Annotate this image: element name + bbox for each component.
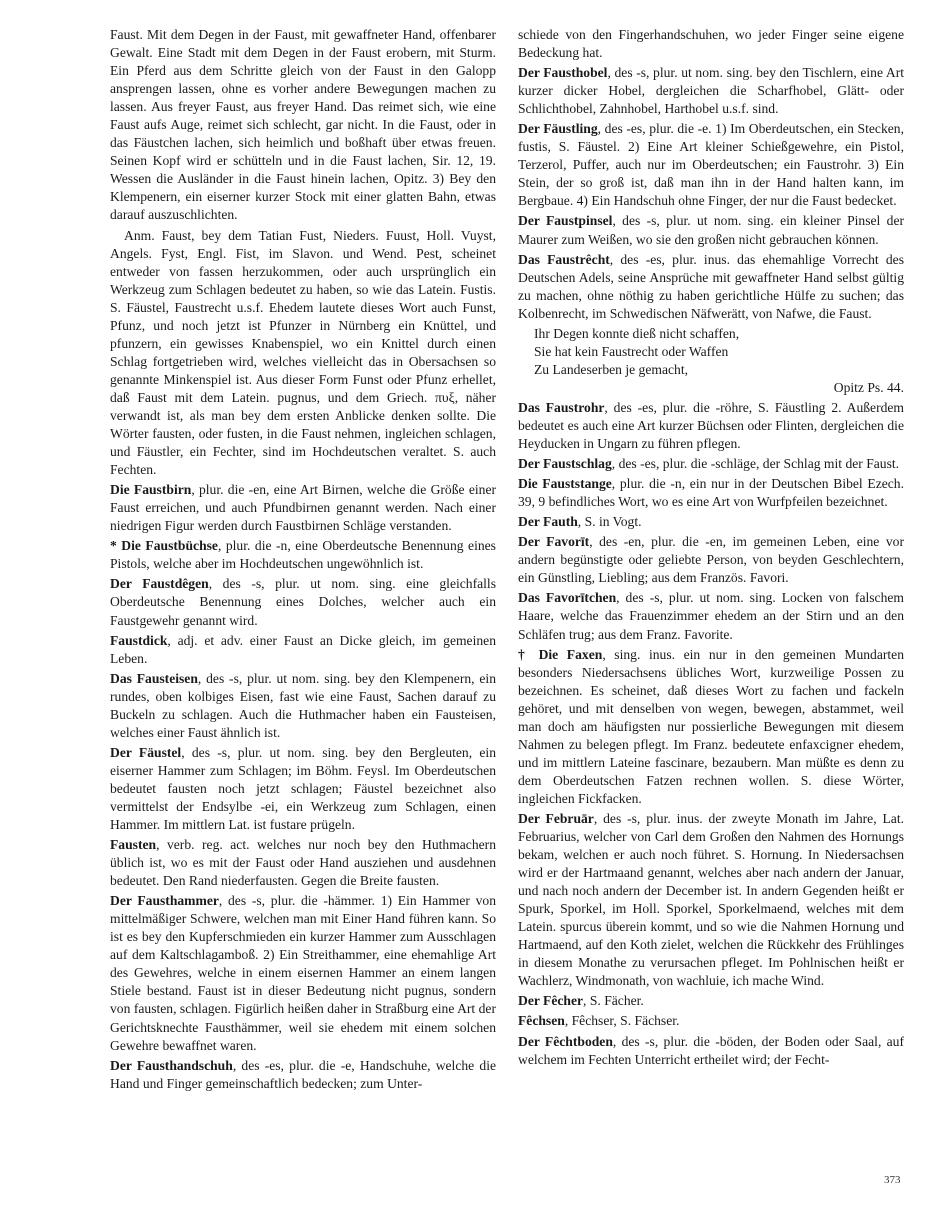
definition: , S. Fächer. [583, 993, 644, 1009]
definition: , des -s, plur. ut nom. sing. bey den Bergleuten, ein eiserner Hammer zum Schlagen; im Böhm. Feysl. Im Oberdeutschen bedeutet fausten noch jetzt schlagen; Fäustel bezeichnet also vermittelst der Endsylbe -ei, ein Werkzeug zum Schlagen, einen Hammer. Im mittlern Lat. ist fustare prügeln. [110, 744, 496, 833]
definition: , des -en, plur. die -en, im gemeinen Leben, eine vor andern begünstigte oder geliebte Person, von beyden Geschlechtern, ein Günstling, Liebling; aus dem Französ. Favori. [518, 534, 904, 586]
definition: , des -es, plur. die -e, Handschuhe, welche die Hand und Finger gemeinschaftlich bedecken; zum Unter- [110, 1057, 496, 1091]
headword: Der Favorīt [518, 534, 590, 550]
entry-fauth [518, 513, 904, 531]
definition: , des -es, plur. die -e. 1) Im Oberdeutschen, ein Stecken, fustis, S. Fäustel. 2) Eine Art kleiner Schießgewehre, ein Pistol, Terzerol, Puffer, auch nur im Oberdeutschen; ein Faustrohr. 3) Ein Stein, der so groß ist, daß man ihn in der Hand halten kann, im Bergbaue. 4) Ein Handschuh ohne Finger, der nur die Faust bedecket. [518, 121, 904, 209]
entry-fausten [110, 836, 496, 890]
page-number: 373 [884, 1174, 901, 1186]
entry-anm-faust: Anm. Faust, bey dem Tatian Fust, Nieders. Fuust, Holl. Vuyst, Angels. Fyst, Engl. Fist, im Slavon. und Wend. Pest, scheinet entweder von fassen herzukommen, oder auch ursprünglich ein Werkzeug zum Schlagen bedeutet zu haben, so wie das Latein. Fustis. S. Fäustel, Faustrecht u.s.f. Ehedem lautete dieses Wort auch Funst, Pfunz, und noch jetzt ist Pfunzer in Nürnberg ein Knüttel, und pfunzern, ein gewisses Knabenspiel, wo ein Knittel durch einen Schlag fortgetrieben wird, welches vielleicht das in Obersachsen so genannte Minkenspiel ist. Aus dieser Form Funst oder Pfunz erhellet, daß Faust mit dem Latein. pugnus, und dem Griech. πυξ, näher verwandt ist, als man bey dem ersten Anblicke denken sollte. Die Wörter fausten, oder fusten, in die Faust nehmen, ingleichen schlagen, und Fäustler, ein Fechter, sind im Hochdeutschen veraltet. S. auch Fechten. [110, 227, 496, 478]
entry-faustdegen [110, 575, 496, 629]
entry-faust-continued: Faust. Mit dem Degen in der Faust, mit gewaffneter Hand, offenbarer Gewalt. Eine Stadt mit dem Degen in der Faust erobern, mit Sturm. Ein Pferd aus dem Schritte gleich von der Faust in den Galopp ansprengen lassen, ohne es vorher andere Bewegungen machen zu lassen. Aus freyer Faust, aus freyer Hand. Das reimet sich, wie eine Faust aufs Auge, reimet sich schlecht, gar nicht. In die Faust, oder in das Fäustchen lachen, sich heimlich und boßhaft über etwas freuen. Seinen Kopf wird er schütteln und in die Faust lachen, Sir. 12, 19. Wessen die Ausländer in die Faust hinein lachen, Opitz. 3) Bey den Klempenern, ein eiserner kurzer Stock mit einer glatten Bahn, etwas darauf auszuschlichten. [110, 27, 496, 223]
entry-fausthammer [110, 892, 496, 1054]
right-column [518, 26, 904, 1071]
entry-favorit [518, 533, 904, 587]
headword: Die Faustbirn [110, 482, 192, 498]
verse-line: Ihr Degen konnte dieß nicht schaffen, [534, 325, 740, 341]
entry-fausthobel [518, 64, 904, 118]
headword: Der Fausthammer [110, 893, 219, 909]
definition: , adj. et adv. einer Faust an Dicke gleich, im gemeinen Leben. [110, 632, 496, 666]
headword: Der Fäustling [518, 121, 598, 137]
entry-faeustel [110, 744, 496, 834]
headword: Fausten [110, 837, 157, 853]
headword: Das Faustrêcht [518, 251, 610, 267]
headword: Der Fausthobel [518, 65, 608, 81]
definition: , des -es, plur. inus. das ehemahlige Vorrecht des Deutschen Adels, seine Ansprüche mit gewaffneter Hand selbst gültig zu machen, ohne nöthig zu haben gerichtliche Hülfe zu suchen; das Kolbenrecht, im Schwedischen Näfwerätt, von Nafwe, die Faust. [518, 251, 905, 321]
definition: , S. in Vogt. [577, 514, 642, 530]
verse-source: Opitz Ps. 44. [833, 379, 904, 395]
definition: , des -s, plur. die -böden, der Boden oder Saal, auf welchem im Fechten Unterricht ertheilet wird; der Fecht- [518, 1033, 904, 1067]
entry-fauststange [518, 475, 904, 511]
definition: , plur. die -n, ein nur in der Deutschen Bibel Ezech. 39, 9 befindliches Wort, wo es eine Art von Wurfpfeilen bezeichnet. [518, 476, 904, 510]
verse-quote [518, 325, 904, 379]
entry-faustschlag [518, 455, 904, 473]
definition: , verb. reg. act. welches nur noch bey den Huthmachern üblich ist, wo es mit der Faust oder Hand ausziehen und ausdehnen bedeutet. Den Rand niederfausten. Gegen die Breite fausten. [110, 837, 496, 889]
entry-faustbuechse [110, 537, 496, 573]
definition: , des -s, plur. ut nom. sing. ein kleiner Pinsel der Maurer zum Weißen, wo sie den großen nicht gebrauchen können. [518, 213, 905, 247]
headword: Der Fäustel [110, 744, 182, 760]
definition: , des -s, plur. inus. der zweyte Monath im Jahre, Lat. Februarius, welcher von Carl dem Großen den Nahmen des Hornungs bekam, welchen er auch noch führet. S. Hornung. In Niedersachsen wird er der Hartmaand genannt, welches aber nach andern der Januar, und nach noch andern der December ist. In andern Gegenden heißt er Spurk, Sporkel, im Holl. Sporkel, Sporkelmaend, welches mit dem Latein. spurcus überein kommt, und so wie die Nahmen Hornung und Hartmaend, auf den Koth zielet, welchen die Rückkehr des Frühlinges in diesem Monathe zu verursachen pfleget. Im Pohlnischen heißt er Wachlerz, Windmonath, von wachluie, ich mache Wind. [518, 810, 905, 989]
entry-fausthandschuh [110, 1057, 496, 1093]
entry-fechtboden [518, 1033, 904, 1069]
entry-faustrecht [518, 251, 904, 323]
headword: Der Fêchtboden [518, 1033, 613, 1049]
definition: , des -s, plur. ut nom. sing. bey den Tischlern, eine Art kurzer dicker Hobel, dergleichen die Scharfhobel, Glätt- oder Schlichthobel, Zahnhobel, Harthobel u.s.f. sind. [518, 65, 904, 117]
entry-fechsen [518, 1012, 904, 1030]
headword: Das Favorītchen [518, 590, 617, 606]
definition: , des -es, plur. die -röhre, S. Fäustling 2. Außerdem bedeutet es auch eine Art kurzer Büchsen oder Flinten, dergleichen die Heyducken in Ungarn zu führen pflegen. [518, 399, 904, 452]
entry-fausthandschuh-continued: schiede von den Fingerhandschuhen, wo jeder Finger seine eigene Bedeckung hat. [518, 27, 904, 61]
headword: Der Faustpinsel [518, 213, 613, 229]
headword: Der Faustschlag [518, 456, 612, 472]
entry-faustdick [110, 632, 496, 668]
entry-faxen [518, 646, 904, 808]
headword: Der Fauth [518, 514, 578, 530]
headword: Der Fausthandschuh [110, 1057, 233, 1073]
headword: † Die Faxen [518, 646, 603, 662]
definition: , des -s, plur. ut nom. sing. bey den Klempenern, ein rundes, oben kolbiges Eisen, fast wie eine Faust, Sachen darauf zu Buckeln zu schlagen. Auch die Huthmacher haben ein Fausteisen, welches einer Faust ähnlich ist. [110, 670, 496, 740]
headword: Der Fêcher [518, 993, 584, 1009]
entry-faustpinsel [518, 212, 904, 248]
definition: , des -s, plur. die -hämmer. 1) Ein Hammer von mittelmäßiger Schwere, welchen man mit Einer Hand führen kann. So ist es bey den Kupferschmieden ein kurzer Hammer zum Ausschlagen auf dem Kaltschlagamboß. 2) Ein Streithammer, eine ehemahlige Art des Gewehres, welche in einem eisernen Hammer an einem langen Stiele bestand. Faust ist in dieser Bedeutung nicht pugnus, sondern von fausten, schlagen. Figürlich heißen daher in Straßburg eine Art der Gerichtsknechte Fausthämmer, weil sie ehedem mit einem solchen Gewehre bewaffnet waren. [110, 893, 496, 1053]
entry-faustrohr [518, 399, 904, 453]
definition: , plur. die -n, eine Oberdeutsche Benennung eines Pistols, welche aber im Hochdeutschen ungewöhnlich ist. [110, 538, 496, 572]
definition: , des -s, plur. ut nom. sing. eine gleichfalls Oberdeutsche Benennung eines Dolches, welcher auch ein Faustgewehr genannt wird. [110, 576, 497, 628]
headword: Der Februār [518, 810, 594, 826]
definition: , des -es, plur. die -schläge, der Schlag mit der Faust. [611, 456, 900, 472]
left-column [110, 26, 496, 1095]
definition: , plur. die -en, eine Art Birnen, welche die Größe einer Faust erreichen, und auch Pfundbirnen genannt werden. Nach einer niedrigen Figur werden durch Faustbirnen Schläge verstanden. [110, 482, 496, 534]
entry-februar [518, 810, 904, 990]
definition: , sing. inus. ein nur in den gemeinen Mundarten besonders Niedersachsens übliches Wort, kurzweilige Possen zu bezeichnen. Es scheinet, daß dieses Wort zu fachen und fackeln gehöret, und mit denselben von wegen, bewegen, abstammet, weil man doch am häufigsten nur possierliche Bewegungen mit diesem Nahmen zu belegen pflegt. Im Franz. bedeutete enfaxcigner ehedem, und im mittlern Lateine fascinare, bezaubern. Man müßte es denn zu dem Oberdeutschen Fatzen rechnen wollen. S. diese Wörter, ingleichen Fickfacken. [518, 646, 905, 806]
headword: Die Fauststange [518, 476, 612, 492]
headword: Der Faustdêgen [110, 576, 209, 592]
entry-fausteisen [110, 670, 496, 742]
verse-line: Zu Landeserben je gemacht, [534, 361, 688, 377]
headword: Faustdick [110, 632, 168, 648]
verse-line: Sie hat kein Faustrecht oder Waffen [534, 343, 729, 359]
headword: Das Faustrohr [518, 399, 605, 415]
entry-favoritchen [518, 589, 904, 643]
definition: , des -s, plur. ut nom. sing. Locken von falschem Haare, welche das Frauenzimmer ehedem an der Stirn und an den Schläfen trug; aus dem Franz. Favorite. [518, 590, 904, 642]
headword: Fêchsen [518, 1013, 565, 1029]
entry-faustbirn [110, 481, 496, 535]
headword: * Die Faustbüchse [110, 538, 218, 554]
entry-faeustling [518, 120, 904, 210]
headword: Das Fausteisen [110, 670, 198, 686]
entry-fecher [518, 992, 904, 1010]
definition: , Fêchser, S. Fächser. [564, 1013, 680, 1029]
